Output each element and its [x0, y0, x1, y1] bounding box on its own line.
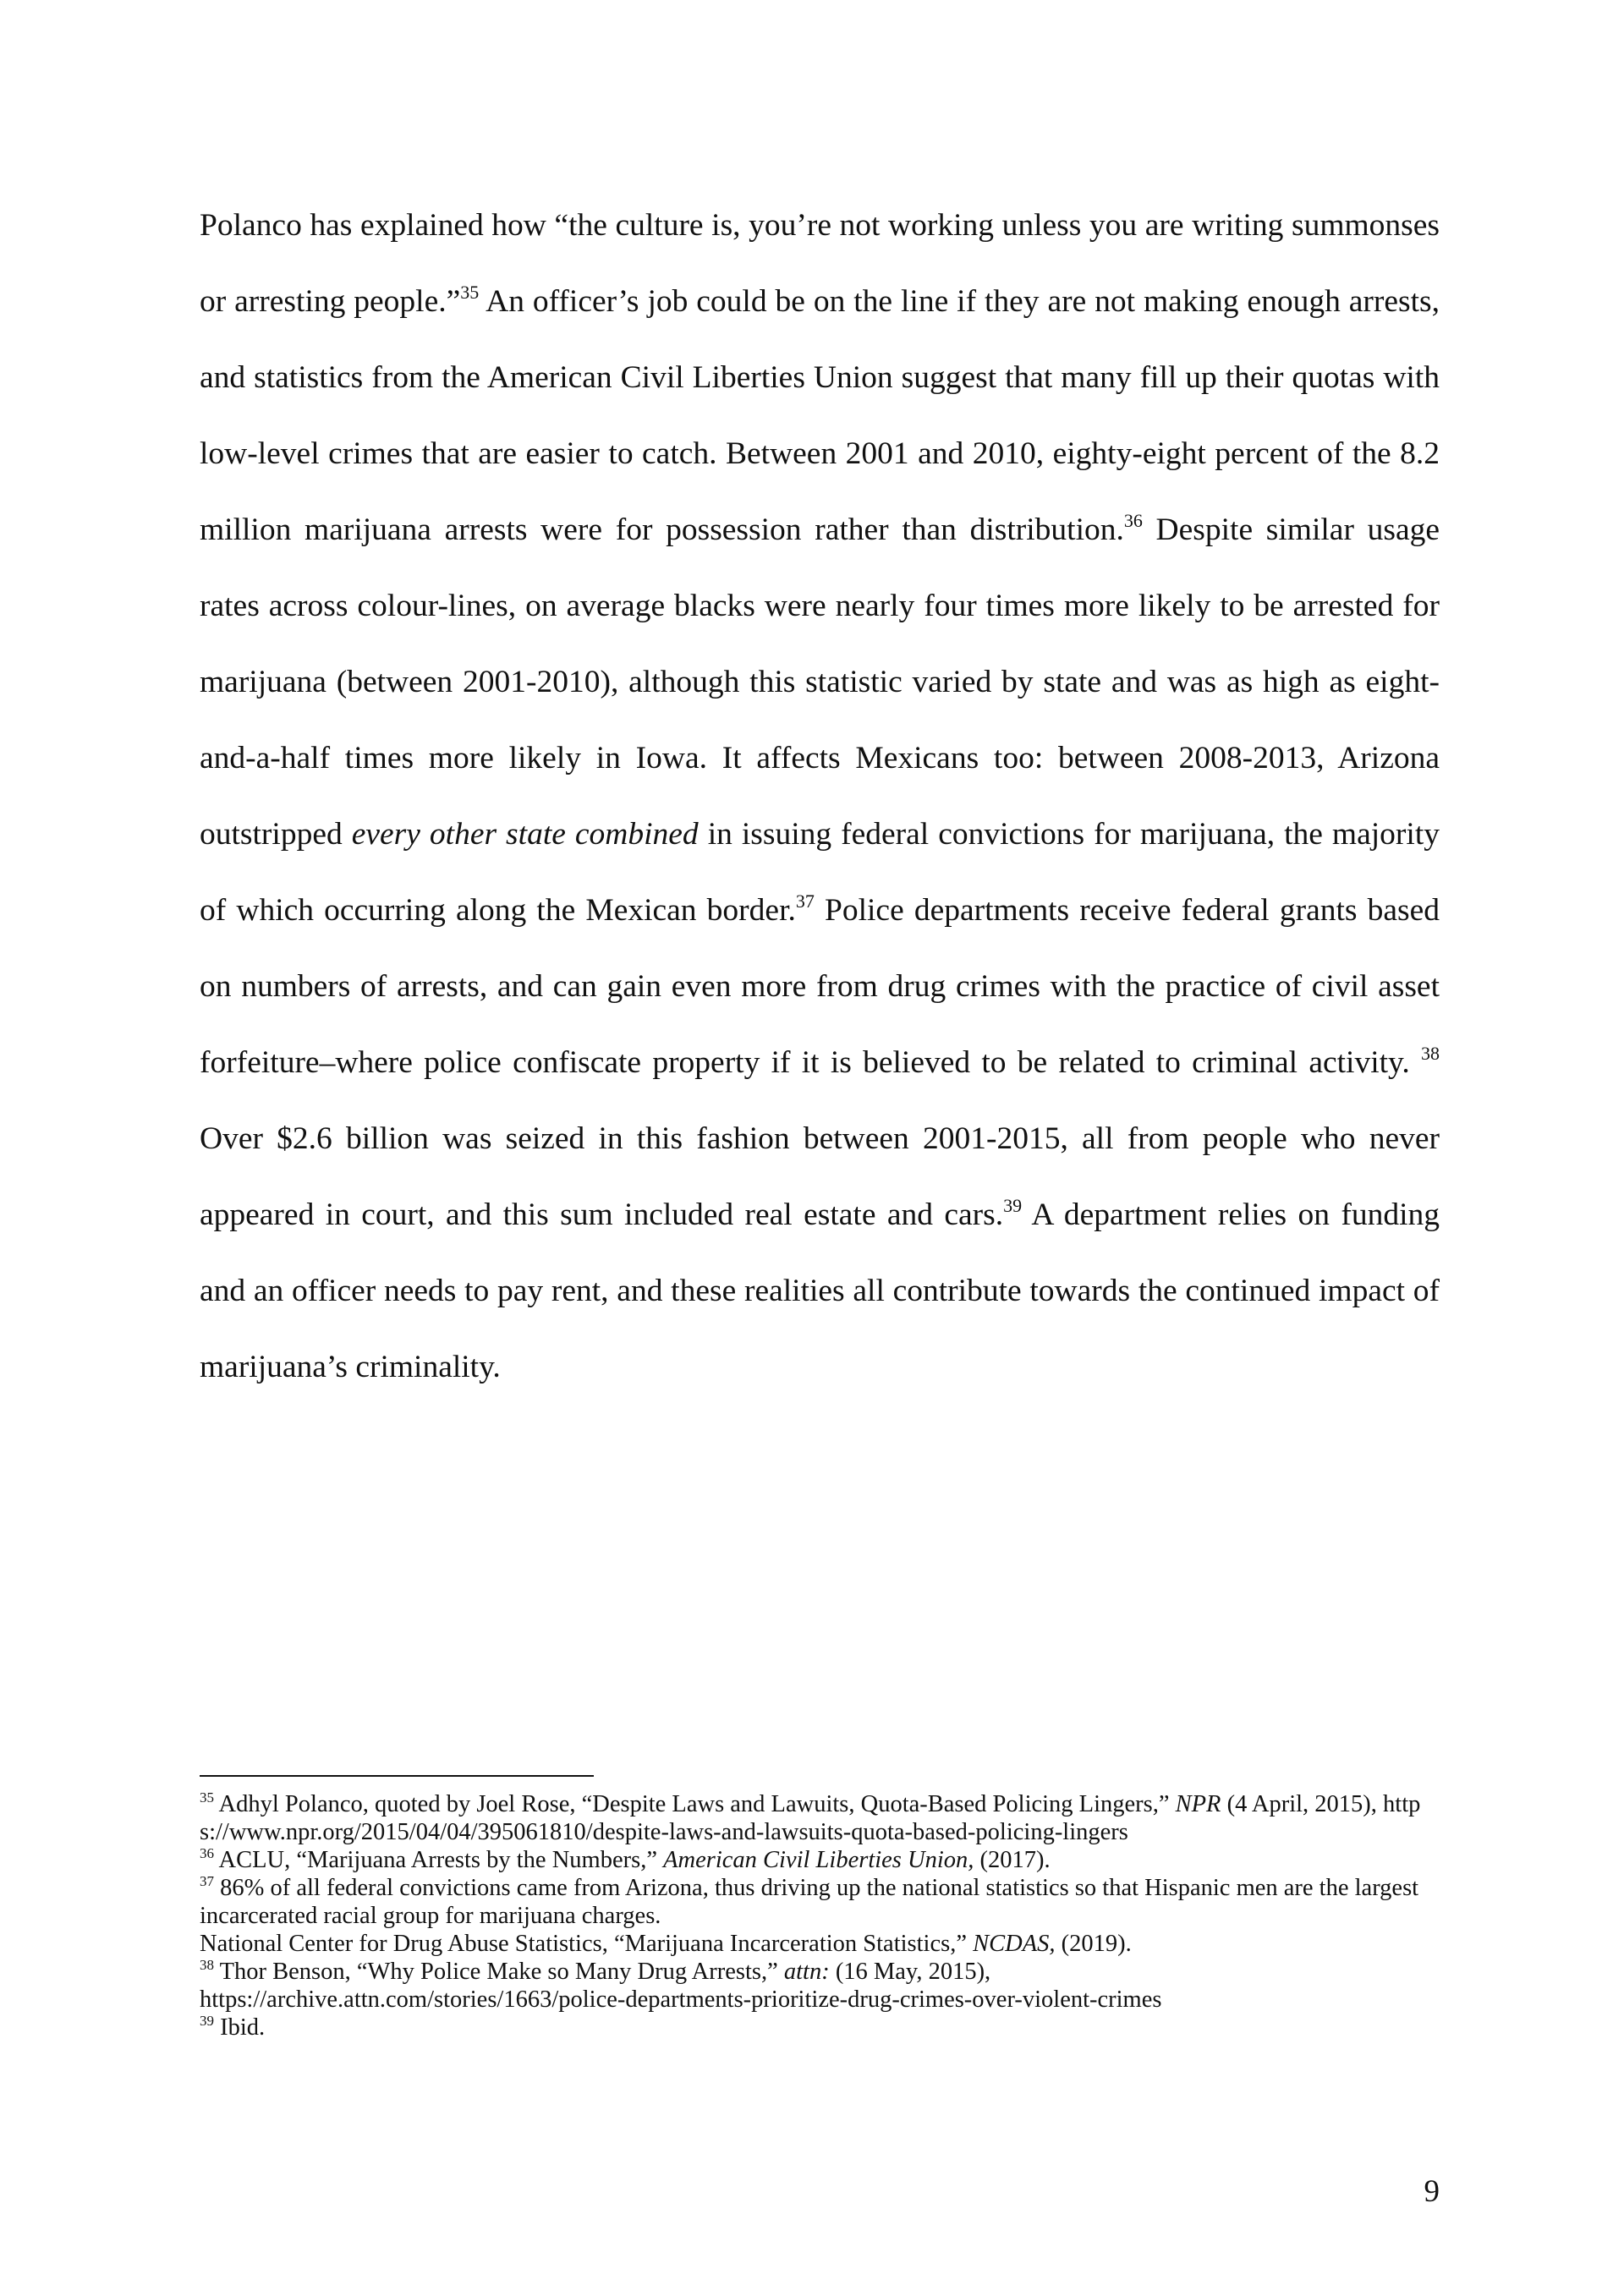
text-run: A department relies on funding and an officer needs to pay rent, and these realities all contribute towards the continued impact of marijuana’s criminality.: [200, 1197, 1440, 1384]
footnote-text: (2017).: [974, 1847, 1051, 1873]
footnote-text: Ibid.: [214, 2014, 266, 2041]
text-run: Over $2.6 billion was seized in this fashion between 2001-2015, all from people who never appeared in court, and this sum included real estate and cars.: [200, 1121, 1440, 1232]
footnote-text: Thor Benson, “Why Police Make so Many Drug Arrests,”: [214, 1959, 784, 1985]
text-run: Polanco has explained how “the culture is, you’re not working unless you are writing summonses or arresting people.”: [200, 208, 1440, 319]
footnote-text: ACLU, “Marijuana Arrests by the Numbers,”: [214, 1847, 664, 1873]
footnote-ref-36[interactable]: 36: [1123, 510, 1143, 531]
footnote-text: National Center for Drug Abuse Statistics, “Marijuana Incarceration Statistics,”: [200, 1931, 974, 1957]
footnote-source: NCDAS,: [973, 1931, 1056, 1957]
footnote-text: (16 May, 2015),: [829, 1959, 991, 1985]
body-paragraph: [200, 188, 1440, 1406]
text-run: Police departments receive federal grants based on numbers of arrests, and can gain even more from drug crimes with the practice of civil asset forfeiture–where police confiscate property if it is believed to be related to criminal activity.: [200, 893, 1440, 1080]
footnote-39: [200, 2014, 1440, 2041]
footnote-ref-37[interactable]: 37: [795, 890, 815, 912]
footnote-text: 86% of all federal convictions came from Arizona, thus driving up the national statistics so that Hispanic men are the largest incarcerated racial group for marijuana charges.: [200, 1875, 1419, 1929]
footnote-38: [200, 1958, 1440, 1986]
footnote-link[interactable]: https://www.npr.org/2015/04/04/395061810/despite-laws-and-lawsuits-quota-based-policing-lingers: [200, 1791, 1421, 1845]
footnotes: [200, 1790, 1440, 2041]
footnote-37-source: [200, 1930, 1440, 1958]
footnote-37: [200, 1874, 1440, 1930]
footnote-number: 36: [200, 1845, 214, 1861]
footnote-source: NPR: [1175, 1791, 1221, 1817]
emphasis-text: every other state combined: [351, 817, 699, 852]
footnote-number: 37: [200, 1873, 214, 1889]
text-run: An officer’s job could be on the line if they are not making enough arrests, and statistics from the American Civil Liberties Union suggest that many fill up their quotas with low-level crimes that are easier to catch. Between 2001 and 2010, eighty-eight percent of the 8.2 million marijuana arrests were for possession rather than distribution.: [200, 284, 1440, 547]
footnote-source: attn:: [783, 1959, 830, 1985]
footnote-text: (4 April, 2015),: [1221, 1791, 1384, 1817]
footnote-ref-39[interactable]: 39: [1003, 1195, 1023, 1216]
footnote-35: [200, 1790, 1440, 1846]
footnote-38-link-line: [200, 1986, 1440, 2014]
footnote-text: Adhyl Polanco, quoted by Joel Rose, “Despite Laws and Lawuits, Quota-Based Policing Lingers,”: [214, 1791, 1176, 1817]
footnote-36: [200, 1846, 1440, 1874]
footnote-number: 35: [200, 1789, 214, 1806]
footnote-ref-38[interactable]: 38: [1421, 1043, 1440, 1064]
footnote-separator: [200, 1775, 594, 1777]
text-run: in issuing federal convictions for marijuana, the majority of which occurring along the Mexican border.: [200, 817, 1440, 928]
footnote-ref-35[interactable]: 35: [460, 282, 480, 303]
page-number: 9: [1424, 2174, 1440, 2209]
footnote-link[interactable]: https://archive.attn.com/stories/1663/police-departments-prioritize-drug-crimes-over-violent-crimes: [200, 1986, 1162, 2013]
footnote-source: American Civil Liberties Union,: [663, 1847, 974, 1873]
paragraph-text: [200, 188, 1440, 1406]
footnote-text: (2019).: [1055, 1931, 1132, 1957]
text-run: Despite similar usage rates across colour-lines, on average blacks were nearly four times more likely to be arrested for marijuana (between 2001-2010), although this statistic varied by state and was as high as eight-and-a-half times more likely in Iowa. It affects Mexicans too: between 2008-2013, Arizona outstripped: [200, 512, 1440, 852]
footnote-number: 39: [200, 2013, 214, 2029]
footnote-number: 38: [200, 1957, 214, 1973]
